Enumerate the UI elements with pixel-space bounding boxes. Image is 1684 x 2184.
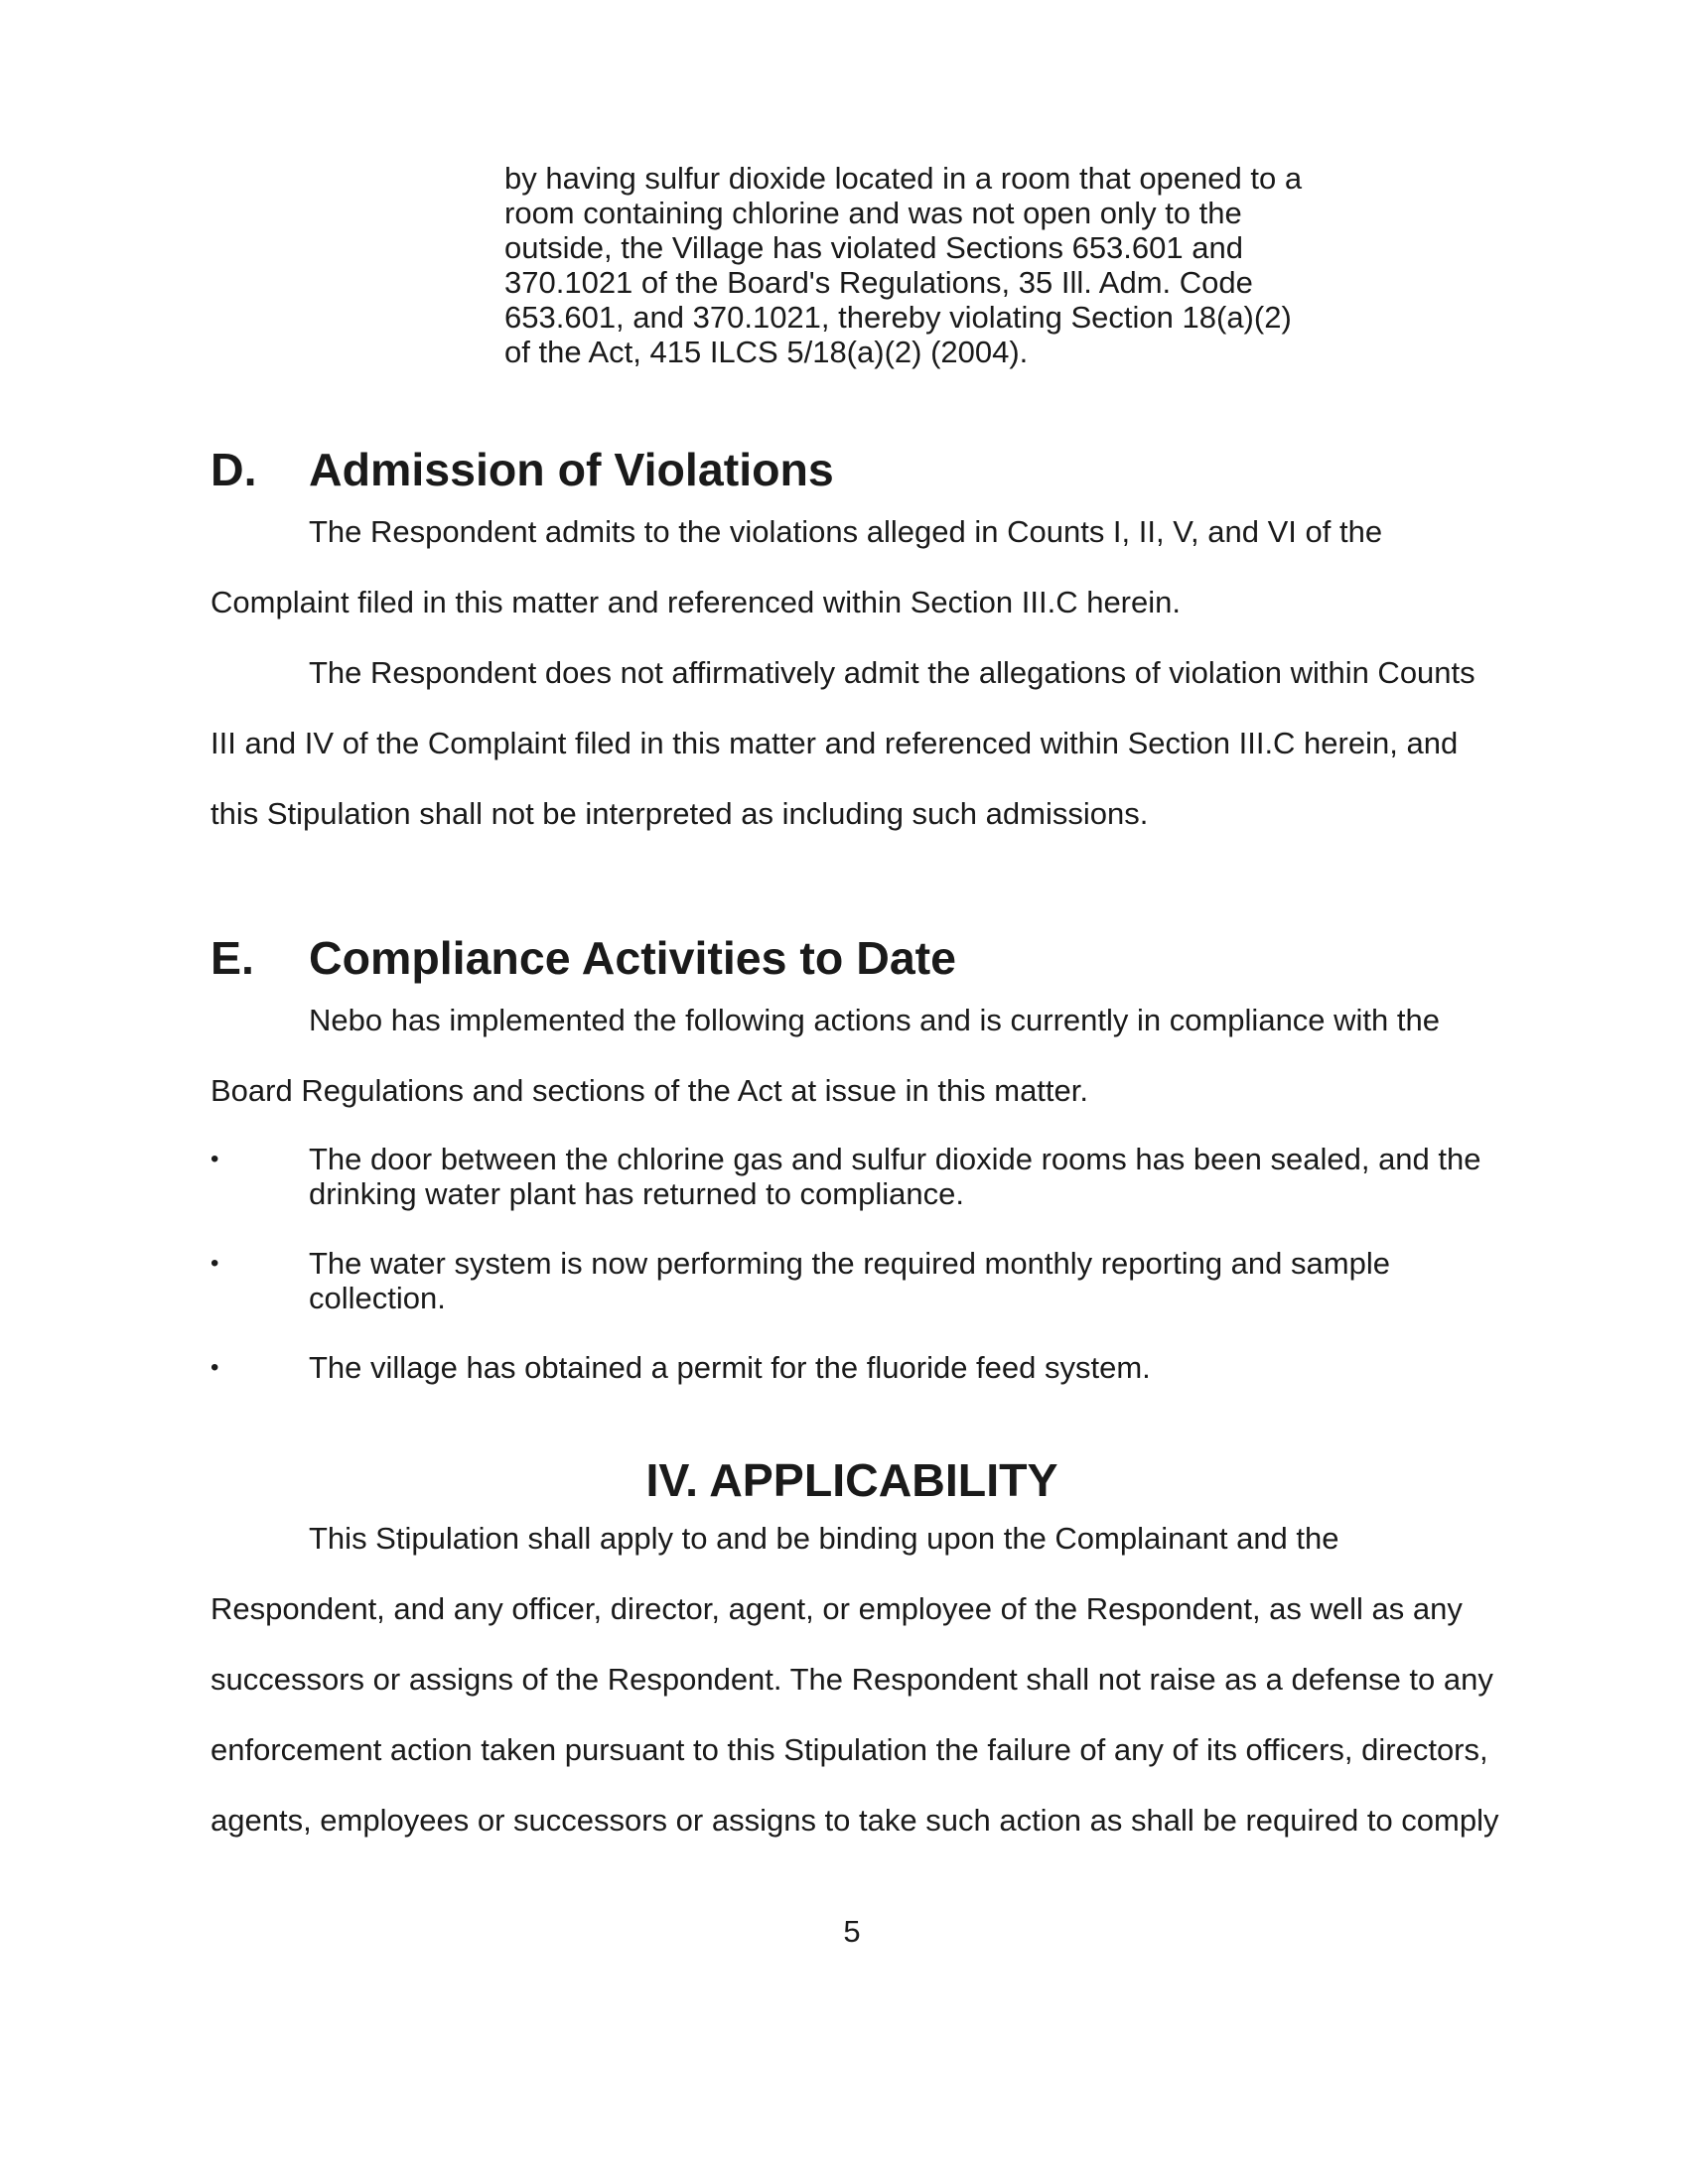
section-e-paragraph-1: Nebo has implemented the following actions and is currently in compliance with the Board Regulations and sections of the Act at issue in this matter.	[210, 1003, 1440, 1108]
list-item	[210, 1350, 1501, 1385]
list-item	[210, 1142, 1501, 1211]
bullet-icon: •	[210, 1354, 219, 1381]
section-d-letter: D.	[210, 444, 257, 495]
list-item-text: The village has obtained a permit for the fluoride feed system.	[309, 1350, 1151, 1385]
list-item-text: The door between the chlorine gas and sulfur dioxide rooms has been sealed, and the drinking water plant has returned to compliance.	[309, 1142, 1481, 1211]
section-d-paragraph-2: The Respondent does not affirmatively admit the allegations of violation within Counts III and IV of the Complaint filed in this matter and referenced within Section III.C herein, and this Stipulation shall not be interpreted as including such admissions.	[210, 655, 1475, 831]
list-item-text: The water system is now performing the required monthly reporting and sample collection.	[309, 1246, 1390, 1315]
section-e-title: Compliance Activities to Date	[309, 932, 957, 984]
continuation-paragraph: by having sulfur dioxide located in a room that opened to a room containing chlorine and was not open only to the outside, the Village has violated Sections 653.601 and 370.1021 of the Board's Regulations, 35 Ill. Adm. Code 653.601, and 370.1021, thereby violating Section 18(a)(2) of the Act, 415 ILCS 5/18(a)(2) (2004).	[504, 161, 1303, 369]
compliance-bullet-list	[210, 1142, 1501, 1420]
list-item	[210, 1246, 1501, 1315]
bullet-icon: •	[210, 1146, 219, 1172]
bullet-icon: •	[210, 1250, 219, 1277]
section-iv-title: IV. APPLICABILITY	[645, 1454, 1058, 1506]
section-d-title: Admission of Violations	[309, 444, 834, 495]
section-d-paragraph-1: The Respondent admits to the violations alleged in Counts I, II, V, and VI of the Complaint filed in this matter and referenced within Section III.C herein.	[210, 514, 1383, 619]
section-e-heading	[210, 931, 956, 985]
section-d-heading	[210, 443, 834, 496]
page-number: 5	[843, 1914, 861, 1949]
section-iv-paragraph-1: This Stipulation shall apply to and be binding upon the Complainant and the Respondent, and any officer, director, agent, or employee of the Respondent, as well as any successors or assigns of the Respondent. The Respondent shall not raise as a defense to any enforcement action taken pursuant to this Stipulation the failure of any of its officers, directors, agents, employees or successors or assigns to take such action as shall be required to comply	[210, 1521, 1499, 1838]
section-e-letter: E.	[210, 932, 254, 984]
